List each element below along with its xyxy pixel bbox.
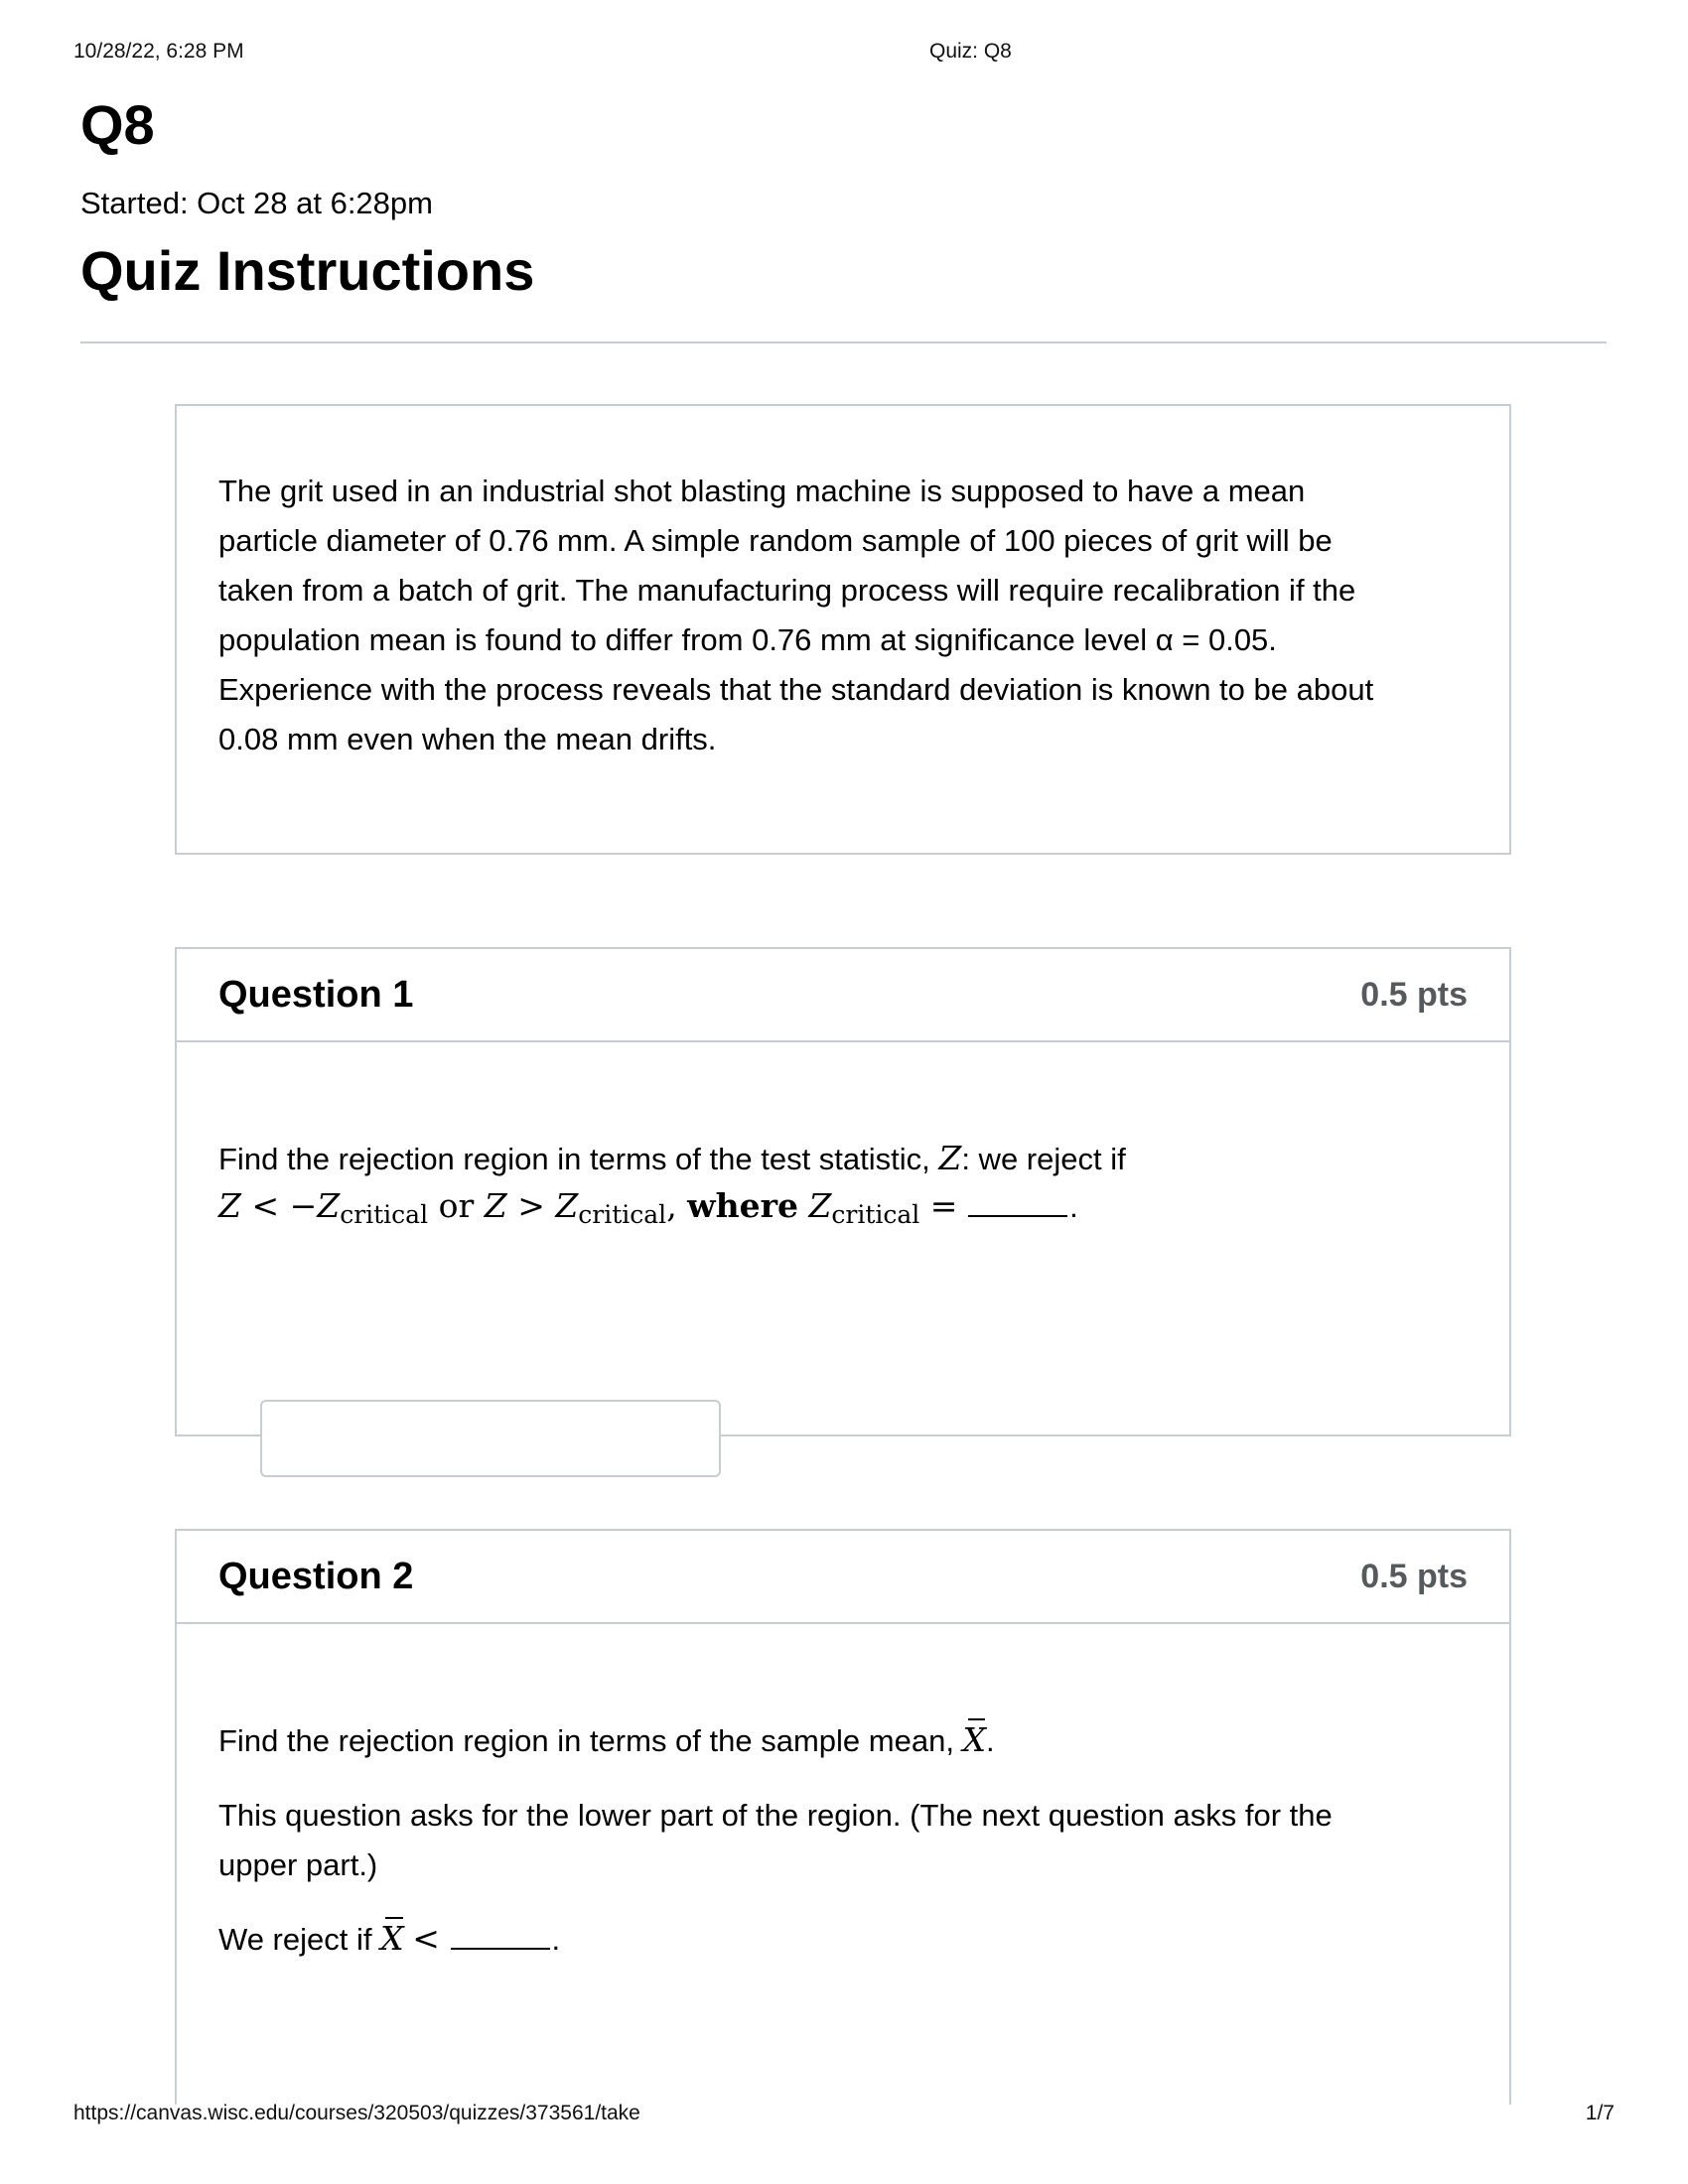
question-text-after: : we reject if [961, 1142, 1126, 1176]
instructions-line: The grit used in an industrial shot blasting machine is supposed to have a mean [218, 474, 1306, 508]
math-z: Z [218, 1186, 241, 1225]
print-url: https://canvas.wisc.edu/courses/320503/quizzes/373561/take [73, 2102, 640, 2124]
math-lt: < [251, 1186, 280, 1225]
math-xbar: X [380, 1914, 404, 1964]
answer-blank [451, 1922, 550, 1950]
quiz-title: Q8 [80, 93, 155, 156]
question-math: $Z < -Z_{critical}$ or $Z > Z_{critical}$, where $Z_{critical}$ = . [218, 1186, 1078, 1229]
question-1 [175, 947, 1511, 1436]
math-sub-critical: critical [340, 1200, 429, 1229]
math-z: Z [317, 1186, 341, 1225]
question-text: Find the rejection region in terms of the sample mean, X. [218, 1715, 995, 1766]
instructions-heading: Quiz Instructions [80, 239, 535, 302]
math-z: Z [555, 1186, 579, 1225]
quiz-started-time: Started: Oct 28 at 6:28pm [80, 186, 433, 220]
question-text: upper part.) [218, 1847, 378, 1882]
question-text: We reject if X < . [218, 1914, 560, 1965]
print-date: 10/28/22, 6:28 PM [73, 40, 244, 63]
question-text-line3: We reject if [218, 1922, 381, 1957]
math-eq: = [929, 1186, 958, 1225]
math-neg: − [289, 1186, 318, 1225]
math-z: Z [484, 1186, 507, 1225]
math-sub-critical: critical [578, 1200, 667, 1229]
question-2 [175, 1529, 1511, 2105]
math-z: Z [808, 1186, 832, 1225]
instructions-line: particle diameter of 0.76 mm. A simple random sample of 100 pieces of grit will be [218, 523, 1333, 558]
header-divider [80, 341, 1607, 343]
math-or: or [438, 1186, 475, 1225]
math-lt: < [412, 1919, 440, 1958]
print-header [73, 40, 1615, 69]
instructions-line: 0.08 mm even when the mean drifts. [218, 722, 717, 756]
instructions-line: Experience with the process reveals that the standard deviation is known to be about [218, 672, 1374, 707]
math-var-z: Z [938, 1139, 962, 1177]
question-text-line1: Find the rejection region in terms of the sample mean, [218, 1723, 963, 1758]
instructions-text [218, 467, 1470, 764]
question-text-intro: Find the rejection region in terms of the test statistic, [218, 1142, 939, 1176]
question-title: Question 1 [218, 974, 414, 1016]
instructions-line: population mean is found to differ from 0.76 mm at significance level α = 0.05. [218, 622, 1277, 657]
question-text: This question asks for the lower part of the region. (The next question asks for the [218, 1798, 1333, 1833]
instructions-box [175, 404, 1511, 855]
answer-blank [968, 1189, 1067, 1217]
math-xbar: X [963, 1715, 987, 1765]
question-title: Question 2 [218, 1556, 414, 1597]
math-sub-critical: critical [831, 1200, 920, 1229]
question-points: 0.5 pts [1360, 1558, 1468, 1595]
question-text [218, 1134, 1126, 1184]
question-points: 0.5 pts [1360, 976, 1468, 1014]
question-header [177, 1531, 1509, 1624]
question-header [177, 949, 1509, 1042]
print-footer [73, 2102, 1615, 2131]
math-gt: > [517, 1186, 545, 1225]
math-where: where [687, 1186, 798, 1225]
print-page-title: Quiz: Q8 [929, 40, 1012, 63]
answer-input[interactable] [260, 1400, 721, 1477]
print-page-number: 1/7 [1585, 2102, 1615, 2124]
instructions-line: taken from a batch of grit. The manufacturing process will require recalibration if the [218, 573, 1356, 608]
